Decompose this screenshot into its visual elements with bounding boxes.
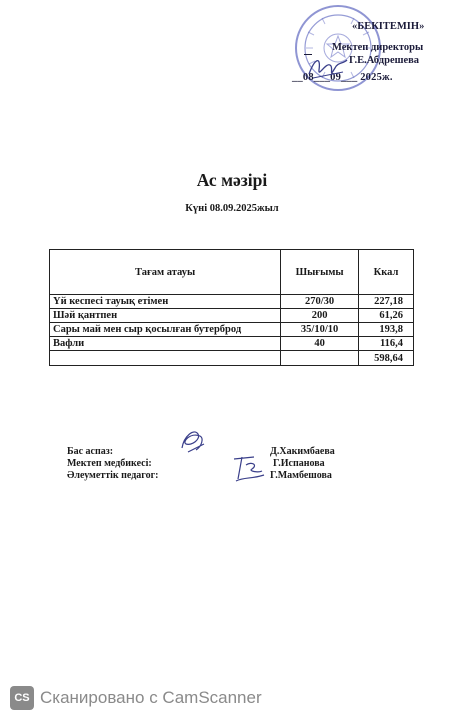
dish-name: Вафли xyxy=(50,337,281,351)
column-header-yield: Шығымы xyxy=(281,250,359,295)
camscanner-watermark xyxy=(10,683,262,713)
signature-role-nurse: Мектеп медбикесі: xyxy=(67,458,152,469)
total-kcal: 598,64 xyxy=(359,351,414,366)
table-row xyxy=(50,309,414,323)
dish-yield: 200 xyxy=(281,309,359,323)
dish-kcal: 227,18 xyxy=(359,295,414,309)
signature-name-nurse: Г.Испанова xyxy=(273,458,325,469)
approval-position: Мектеп директоры xyxy=(332,42,424,53)
nurse-signature xyxy=(228,451,268,490)
camscanner-text: Сканировано с CamScanner xyxy=(40,688,262,707)
table-row xyxy=(50,337,414,351)
dish-kcal: 61,26 xyxy=(359,309,414,323)
total-row xyxy=(50,351,414,366)
table-row xyxy=(50,323,414,337)
menu-table xyxy=(49,249,414,366)
approval-date: __08___09___ 2025ж. xyxy=(292,72,393,83)
approval-title: «БЕКІТЕМІН» xyxy=(352,21,425,32)
dish-yield: 270/30 xyxy=(281,295,359,309)
signature-role-chef: Бас аспаз: xyxy=(67,446,114,457)
dish-yield: 35/10/10 xyxy=(281,323,359,337)
dish-name: Сары май мен сыр қосылған бутерброд xyxy=(50,323,281,337)
dish-kcal: 116,4 xyxy=(359,337,414,351)
column-header-dish: Тағам атауы xyxy=(50,250,281,295)
table-row xyxy=(50,295,414,309)
chef-signature xyxy=(176,426,210,461)
dish-yield: 40 xyxy=(281,337,359,351)
signature-name-social-pedagogue: Г.Мамбешова xyxy=(270,470,332,481)
director-signature xyxy=(305,50,351,89)
signature-name-chef: Д.Хакимбаева xyxy=(270,446,335,457)
dish-name: Үй кеспесі тауық етімен xyxy=(50,295,281,309)
table-header-row xyxy=(50,250,414,295)
total-empty-cell xyxy=(50,351,281,366)
dish-kcal: 193,8 xyxy=(359,323,414,337)
approval-signatory: Г.Е.Абдрешева xyxy=(349,55,420,66)
total-empty-cell xyxy=(281,351,359,366)
column-header-kcal: Ккал xyxy=(359,250,414,295)
camscanner-logo-icon: CS xyxy=(10,686,34,710)
menu-date: Күні 08.09.2025жыл xyxy=(185,203,279,214)
page-title: Ас мәзірі xyxy=(196,170,268,190)
signature-role-social-pedagogue: Әлеуметтік педагог: xyxy=(67,470,159,481)
dish-name: Шәй қантпен xyxy=(50,309,281,323)
